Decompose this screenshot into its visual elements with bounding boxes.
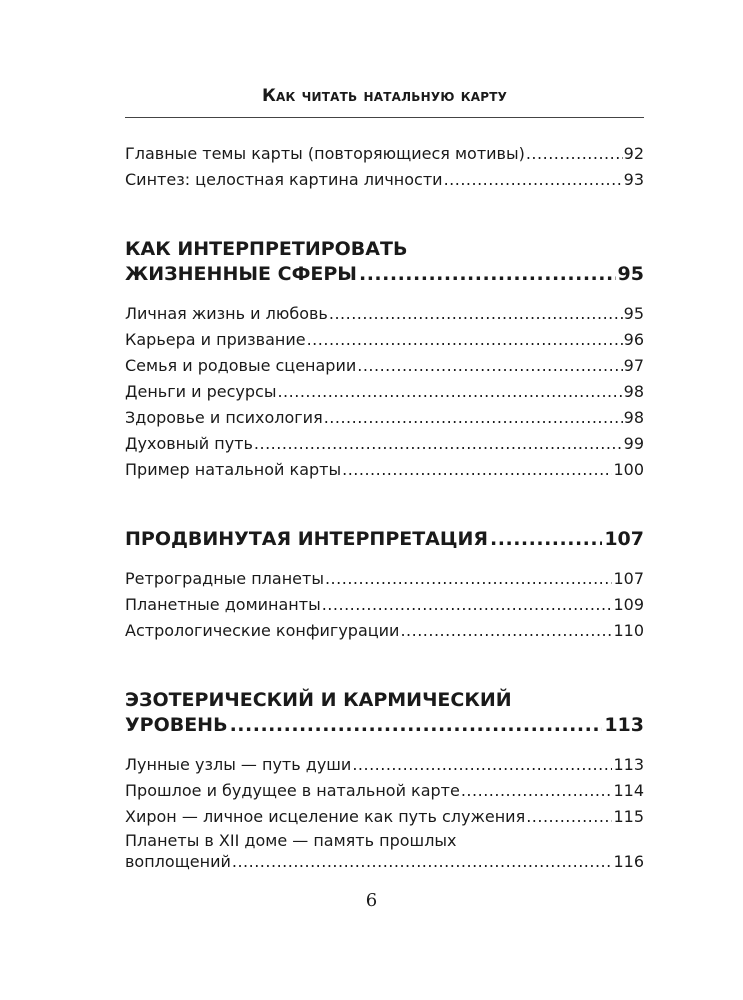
section-title-line2: УРОВЕНЬ xyxy=(125,714,228,736)
section-title-line2: ЖИЗНЕННЫЕ СФЕРЫ xyxy=(125,263,357,285)
section-page: 95 xyxy=(617,263,644,285)
toc-entry-page: 95 xyxy=(623,304,644,323)
section-page: 107 xyxy=(604,528,644,550)
toc-entry-label: Здоровье и психология xyxy=(125,408,323,427)
page-number: 6 xyxy=(365,890,378,911)
leader-dots xyxy=(329,301,623,327)
leader-dots xyxy=(352,752,612,778)
toc-entry[interactable] xyxy=(125,141,644,167)
toc-entry-label: Главные темы карты (повторяющиеся мотивы) xyxy=(125,144,525,163)
toc-entry-page: 109 xyxy=(613,595,644,614)
section-title-line1: ЭЗОТЕРИЧЕСКИЙ И КАРМИЧЕСКИЙ xyxy=(125,689,512,711)
toc-entry-label: Духовный путь xyxy=(125,434,253,453)
section-title-line1: КАК ИНТЕРПРЕТИРОВАТЬ xyxy=(125,238,408,260)
leader-dots xyxy=(230,713,603,738)
leader-dots xyxy=(526,141,623,167)
toc-entry-label: Пример натальной карты xyxy=(125,460,342,479)
toc-entry[interactable] xyxy=(125,592,644,618)
toc-entry-page: 92 xyxy=(623,144,644,163)
toc-entry[interactable] xyxy=(125,379,644,405)
toc-entry-page: 116 xyxy=(613,852,644,871)
toc-entry[interactable] xyxy=(125,752,644,778)
toc-entry-page: 96 xyxy=(623,330,644,349)
toc-entry[interactable] xyxy=(125,830,644,872)
leader-dots xyxy=(322,592,613,618)
toc-entry[interactable] xyxy=(125,301,644,327)
leader-dots xyxy=(444,167,623,193)
leader-dots xyxy=(357,353,622,379)
leader-dots xyxy=(526,804,612,830)
toc-entry[interactable] xyxy=(125,618,644,644)
toc-entry[interactable] xyxy=(125,327,644,353)
toc-entry-page: 99 xyxy=(623,434,644,453)
leader-dots xyxy=(342,457,612,483)
toc-entry-label: Семья и родовые сценарии xyxy=(125,356,357,375)
leader-dots xyxy=(461,778,613,804)
toc-entry[interactable] xyxy=(125,566,644,592)
toc-entry-label-line2: воплощений xyxy=(125,852,231,871)
leader-dots xyxy=(400,618,612,644)
running-head-title: Как читать натальную карту xyxy=(261,86,508,106)
toc-entry[interactable] xyxy=(125,167,644,193)
toc-entry-label-line1: Планеты в XII доме — память прошлых xyxy=(125,831,457,850)
toc-entry-page: 97 xyxy=(623,356,644,375)
table-of-contents xyxy=(125,141,644,872)
leader-dots xyxy=(277,379,622,405)
toc-entry-page: 98 xyxy=(623,408,644,427)
toc-entry-label: Астрологические конфигурации xyxy=(125,621,400,640)
toc-entry-page: 98 xyxy=(623,382,644,401)
toc-entry[interactable] xyxy=(125,431,644,457)
toc-entry[interactable] xyxy=(125,804,644,830)
toc-entry-page: 93 xyxy=(623,170,644,189)
toc-section-heading[interactable] xyxy=(125,527,644,552)
toc-entry-label: Карьера и призвание xyxy=(125,330,306,349)
header-rule xyxy=(125,117,644,118)
toc-entry-page: 107 xyxy=(613,569,644,588)
toc-entry-label: Синтез: целостная картина личности xyxy=(125,170,443,189)
toc-entry-page: 110 xyxy=(613,621,644,640)
toc-entry-label: Деньги и ресурсы xyxy=(125,382,277,401)
toc-entry-label: Хирон — личное исцеление как путь служения xyxy=(125,807,526,826)
section-title-line1: ПРОДВИНУТАЯ ИНТЕРПРЕТАЦИЯ xyxy=(125,528,489,550)
toc-entry-label: Планетные доминанты xyxy=(125,595,321,614)
leader-dots xyxy=(325,566,612,592)
toc-entry-page: 115 xyxy=(613,807,644,826)
toc-entry[interactable] xyxy=(125,405,644,431)
leader-dots xyxy=(307,327,623,353)
leader-dots xyxy=(490,527,602,552)
leader-dots xyxy=(254,431,623,457)
section-page: 113 xyxy=(604,714,644,736)
toc-entry-page: 114 xyxy=(613,781,644,800)
toc-entry[interactable] xyxy=(125,457,644,483)
toc-entry-label: Лунные узлы — путь души xyxy=(125,755,352,774)
toc-section-heading[interactable] xyxy=(125,688,644,738)
toc-entry-label: Прошлое и будущее в натальной карте xyxy=(125,781,460,800)
toc-entry[interactable] xyxy=(125,778,644,804)
toc-section-heading[interactable] xyxy=(125,237,644,287)
leader-dots xyxy=(232,851,613,872)
toc-entry-page: 100 xyxy=(613,460,644,479)
leader-dots xyxy=(324,405,623,431)
toc-entry-label: Ретроградные планеты xyxy=(125,569,324,588)
toc-entry-label: Личная жизнь и любовь xyxy=(125,304,328,323)
toc-entry[interactable] xyxy=(125,353,644,379)
toc-entry-page: 113 xyxy=(613,755,644,774)
leader-dots xyxy=(359,262,616,287)
